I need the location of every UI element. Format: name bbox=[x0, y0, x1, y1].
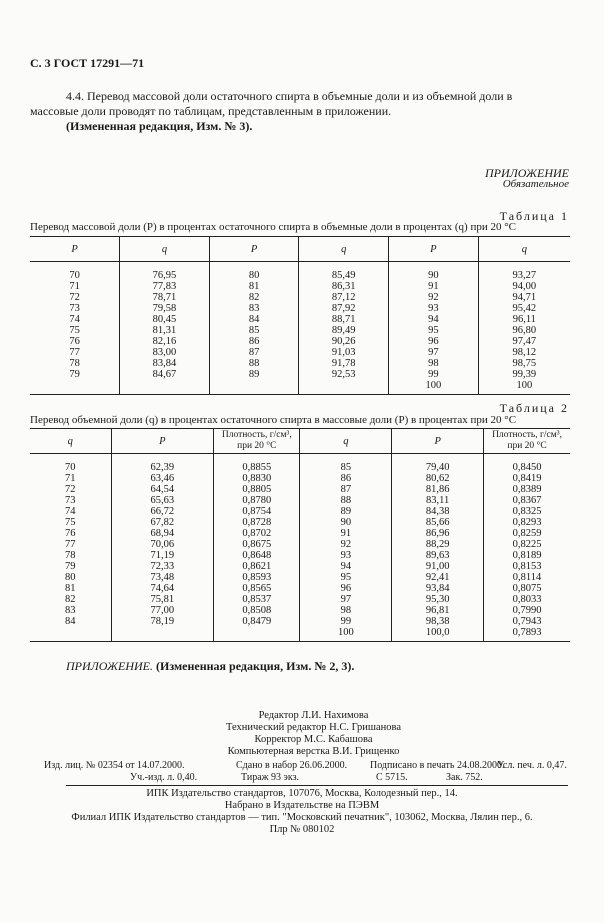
table2-header-4: P bbox=[392, 429, 484, 454]
table-cell: 0,8830 bbox=[214, 473, 300, 484]
table-cell: 73 bbox=[65, 495, 76, 506]
table2-header-0: q bbox=[30, 429, 111, 454]
table-cell: 71,19 bbox=[111, 550, 214, 561]
table-cell: 0,7990 bbox=[484, 605, 570, 616]
table-cell: 0,8189 bbox=[484, 550, 570, 561]
table-row bbox=[30, 572, 570, 583]
table-cell: 81,86 bbox=[392, 484, 484, 495]
table-cell: 91,78 bbox=[299, 358, 389, 369]
table-cell: 87 bbox=[300, 484, 392, 495]
table-cell: 0,8325 bbox=[484, 506, 570, 517]
table-cell: 81,31 bbox=[120, 325, 210, 336]
table-cell: 94,71 bbox=[478, 292, 570, 303]
table-row bbox=[30, 325, 570, 336]
table-cell: 98 bbox=[389, 358, 479, 369]
table-cell: 0,8075 bbox=[484, 583, 570, 594]
table-cell: 93 bbox=[389, 303, 479, 314]
table-row bbox=[30, 347, 570, 358]
table-cell: 77 bbox=[65, 539, 76, 550]
table-cell: 70 bbox=[65, 462, 76, 473]
table-cell: 92,41 bbox=[392, 572, 484, 583]
table-cell: 79 bbox=[65, 561, 76, 572]
table-cell: 91 bbox=[389, 281, 479, 292]
table-cell: 0,8367 bbox=[484, 495, 570, 506]
table-cell: 0,7943 bbox=[484, 616, 570, 627]
table-cell: 88,71 bbox=[299, 314, 389, 325]
table1-label: Таблица 1 bbox=[499, 209, 569, 223]
pub-signed: Подписано в печать 24.08.2000. bbox=[370, 760, 505, 771]
table-row bbox=[30, 627, 570, 642]
table-cell: 70,06 bbox=[111, 539, 214, 550]
table2-header-1: P bbox=[111, 429, 214, 454]
table-cell: 90 bbox=[389, 262, 479, 282]
table-cell: 98,38 bbox=[392, 616, 484, 627]
table-cell: 93,84 bbox=[392, 583, 484, 594]
table-cell: 84 bbox=[65, 616, 76, 627]
table-row bbox=[30, 281, 570, 292]
table-cell: 79,58 bbox=[120, 303, 210, 314]
table-row bbox=[30, 262, 570, 282]
table-cell bbox=[111, 627, 214, 642]
table-cell: 76,95 bbox=[120, 262, 210, 282]
table-cell: 79,40 bbox=[392, 454, 484, 474]
table-cell: 0,8293 bbox=[484, 517, 570, 528]
table-cell: 86,96 bbox=[392, 528, 484, 539]
table-cell: 0,8479 bbox=[214, 616, 300, 627]
table-cell: 0,7893 bbox=[484, 627, 570, 642]
table-cell: 100 bbox=[478, 380, 570, 395]
table-row bbox=[30, 550, 570, 561]
table-cell: 75 bbox=[69, 325, 80, 336]
table-cell: 97 bbox=[300, 594, 392, 605]
table-cell: 78,19 bbox=[111, 616, 214, 627]
table-cell: 90 bbox=[300, 517, 392, 528]
table-cell: 91,03 bbox=[299, 347, 389, 358]
table-cell: 0,8450 bbox=[484, 454, 570, 474]
table-cell: 88 bbox=[209, 358, 299, 369]
table2-caption: Перевод объемной доли (q) в процентах остаточного спирта в массовые доли (P) в процентах при 20 °С bbox=[30, 414, 517, 426]
table-cell: 84,67 bbox=[120, 369, 210, 380]
table-cell: 82 bbox=[65, 594, 76, 605]
table-cell: 100,0 bbox=[392, 627, 484, 642]
pub-code: С 5715. bbox=[376, 772, 408, 783]
imprint-line-4: Плр № 080102 bbox=[269, 824, 335, 835]
table-cell: 0,8153 bbox=[484, 561, 570, 572]
table-cell: 92,53 bbox=[299, 369, 389, 380]
table-cell: 90,26 bbox=[299, 336, 389, 347]
table-row bbox=[30, 369, 570, 380]
table-cell: 66,72 bbox=[111, 506, 214, 517]
table2 bbox=[30, 428, 570, 642]
table-cell: 74 bbox=[69, 314, 80, 325]
table-cell: 87 bbox=[209, 347, 299, 358]
table-cell: 76 bbox=[69, 336, 80, 347]
pub-license: Изд. лиц. № 02354 от 14.07.2000. bbox=[44, 760, 185, 771]
table-cell: 72 bbox=[69, 292, 80, 303]
edit-note: (Измененная редакция, Изм. № 3). bbox=[66, 119, 253, 133]
table-cell: 0,8389 bbox=[484, 484, 570, 495]
table-cell: 94 bbox=[300, 561, 392, 572]
table-cell: 94 bbox=[389, 314, 479, 325]
table-cell: 81 bbox=[209, 281, 299, 292]
table-cell: 100 bbox=[389, 380, 479, 395]
imprint-line-3: Филиал ИПК Издательство стандартов — тип. "Московский печатник", 103062, Москва, Лялин пер., 6. bbox=[71, 812, 533, 823]
table-cell: 0,8259 bbox=[484, 528, 570, 539]
table-row bbox=[30, 303, 570, 314]
table-cell: 85 bbox=[300, 454, 392, 474]
table-cell: 95,42 bbox=[478, 303, 570, 314]
table-cell: 0,8805 bbox=[214, 484, 300, 495]
table-row bbox=[30, 517, 570, 528]
table-row bbox=[30, 336, 570, 347]
table-cell: 92 bbox=[389, 292, 479, 303]
table-cell: 82 bbox=[209, 292, 299, 303]
table-cell: 77 bbox=[69, 347, 80, 358]
table-cell: 98,12 bbox=[478, 347, 570, 358]
table-cell: 99 bbox=[300, 616, 392, 627]
table-row bbox=[30, 292, 570, 303]
table-cell: 70 bbox=[69, 270, 80, 281]
imprint bbox=[0, 788, 604, 836]
pub-print-sheets: Усл. печ. л. 0,47. bbox=[497, 760, 567, 771]
table-cell: 67,82 bbox=[111, 517, 214, 528]
table-cell: 0,8033 bbox=[484, 594, 570, 605]
table-cell: 85,49 bbox=[299, 262, 389, 282]
credits bbox=[226, 710, 401, 758]
credit-corrector: Корректор М.С. Кабашова bbox=[254, 734, 373, 745]
table-cell: 89,49 bbox=[299, 325, 389, 336]
table-cell: 74,64 bbox=[111, 583, 214, 594]
table-cell: 85,66 bbox=[392, 517, 484, 528]
table-row bbox=[30, 539, 570, 550]
table1-header-2: P bbox=[209, 237, 299, 262]
pub-sent: Сдано в набор 26.06.2000. bbox=[236, 760, 348, 771]
appendix-edit-title: ПРИЛОЖЕНИЕ. bbox=[66, 659, 153, 673]
imprint-line-2: Набрано в Издательстве на ПЭВМ bbox=[224, 800, 380, 811]
table2-header-3: q bbox=[300, 429, 392, 454]
table-cell bbox=[120, 380, 210, 395]
table-cell bbox=[209, 380, 299, 395]
table-row bbox=[30, 594, 570, 605]
table-cell: 80,62 bbox=[392, 473, 484, 484]
table-row bbox=[30, 561, 570, 572]
paragraph-line-2: массовые доли проводят по таблицам, представленным в приложении. bbox=[30, 104, 392, 118]
table2-header-2: Плотность, г/см³, при 20 °С bbox=[214, 429, 300, 454]
table-cell: 0,8419 bbox=[484, 473, 570, 484]
table-cell: 83 bbox=[65, 605, 76, 616]
table1-caption: Перевод массовой доли (P) в процентах остаточного спирта в объемные доли в процентах (q) при 20 °С bbox=[30, 221, 516, 233]
table-cell: 0,8702 bbox=[214, 528, 300, 539]
table-row bbox=[30, 605, 570, 616]
table-cell: 0,8593 bbox=[214, 572, 300, 583]
table-cell: 86,31 bbox=[299, 281, 389, 292]
paragraph-line-1: 4.4. Перевод массовой доли остаточного спирта в объемные доли и из объемной доли в bbox=[66, 89, 513, 103]
table-cell: 0,8675 bbox=[214, 539, 300, 550]
table-cell: 96 bbox=[389, 336, 479, 347]
table-row bbox=[30, 528, 570, 539]
appendix-title: ПРИЛОЖЕНИЕ bbox=[485, 166, 569, 180]
pub-pub-sheets: Уч.-изд. л. 0,40. bbox=[130, 772, 198, 783]
table-cell: 71 bbox=[69, 281, 80, 292]
table-cell: 78,71 bbox=[120, 292, 210, 303]
table-cell bbox=[30, 380, 120, 395]
table-cell: 93,27 bbox=[478, 262, 570, 282]
table-cell: 82,16 bbox=[120, 336, 210, 347]
table-cell: 89 bbox=[300, 506, 392, 517]
table-cell: 0,8621 bbox=[214, 561, 300, 572]
table-cell: 84 bbox=[209, 314, 299, 325]
table-cell: 71 bbox=[65, 473, 76, 484]
table-cell: 96,81 bbox=[392, 605, 484, 616]
table-cell: 87,92 bbox=[299, 303, 389, 314]
table-cell: 73,48 bbox=[111, 572, 214, 583]
table-cell: 0,8754 bbox=[214, 506, 300, 517]
table-cell: 80,45 bbox=[120, 314, 210, 325]
table-cell: 62,39 bbox=[111, 454, 214, 474]
table-cell bbox=[214, 627, 300, 642]
table1-header-4: P bbox=[389, 237, 479, 262]
table1-header-1: q bbox=[120, 237, 210, 262]
table-row bbox=[30, 484, 570, 495]
table-cell: 96 bbox=[300, 583, 392, 594]
table-cell: 88,29 bbox=[392, 539, 484, 550]
table-row bbox=[30, 583, 570, 594]
table-cell: 96,80 bbox=[478, 325, 570, 336]
table-cell: 80 bbox=[65, 572, 76, 583]
table-cell: 0,8537 bbox=[214, 594, 300, 605]
table-cell: 68,94 bbox=[111, 528, 214, 539]
table-cell: 99,39 bbox=[478, 369, 570, 380]
pub-order: Зак. 752. bbox=[446, 772, 483, 783]
table1-header-3: q bbox=[299, 237, 389, 262]
table-cell: 98 bbox=[300, 605, 392, 616]
table1-header-0: P bbox=[30, 237, 120, 262]
table-cell: 64,54 bbox=[111, 484, 214, 495]
table-cell bbox=[299, 380, 389, 395]
table-row bbox=[30, 473, 570, 484]
credit-editor: Редактор Л.И. Нахимова bbox=[258, 710, 369, 721]
table-cell: 72,33 bbox=[111, 561, 214, 572]
appendix-edit-note bbox=[66, 659, 354, 674]
table-cell: 99 bbox=[389, 369, 479, 380]
table-cell: 91 bbox=[300, 528, 392, 539]
table-cell: 80 bbox=[209, 262, 299, 282]
table2-header-5: Плотность, г/см³, при 20 °С bbox=[484, 429, 570, 454]
credit-layout: Компьютерная верстка В.И. Грищенко bbox=[227, 746, 400, 757]
table-cell: 76 bbox=[65, 528, 76, 539]
table1 bbox=[30, 236, 570, 395]
table-cell: 95,30 bbox=[392, 594, 484, 605]
table-cell: 75,81 bbox=[111, 594, 214, 605]
table-cell: 83,84 bbox=[120, 358, 210, 369]
table-cell: 83,00 bbox=[120, 347, 210, 358]
divider bbox=[66, 785, 568, 786]
credit-tech-editor: Технический редактор Н.С. Гришанова bbox=[226, 722, 401, 733]
table-cell: 0,8114 bbox=[484, 572, 570, 583]
table-cell: 97 bbox=[389, 347, 479, 358]
table-cell: 92 bbox=[300, 539, 392, 550]
table-cell: 74 bbox=[65, 506, 76, 517]
table-cell: 83 bbox=[209, 303, 299, 314]
table-cell: 0,8648 bbox=[214, 550, 300, 561]
table-cell: 94,00 bbox=[478, 281, 570, 292]
table-cell: 87,12 bbox=[299, 292, 389, 303]
table-row bbox=[30, 454, 570, 474]
table-cell: 72 bbox=[65, 484, 76, 495]
table-cell: 65,63 bbox=[111, 495, 214, 506]
table-row bbox=[30, 616, 570, 627]
table-cell: 86 bbox=[209, 336, 299, 347]
table-cell: 0,8225 bbox=[484, 539, 570, 550]
table-cell: 100 bbox=[300, 627, 392, 642]
pub-run: Тираж 93 экз. bbox=[241, 772, 300, 783]
table-cell: 77,00 bbox=[111, 605, 214, 616]
table-cell: 63,46 bbox=[111, 473, 214, 484]
imprint-line-1: ИПК Издательство стандартов, 107076, Москва, Колодезный пер., 14. bbox=[146, 788, 458, 799]
table-cell: 97,47 bbox=[478, 336, 570, 347]
table-cell: 78 bbox=[65, 550, 76, 561]
table-cell bbox=[30, 627, 111, 642]
table-cell: 73 bbox=[69, 303, 80, 314]
table-row bbox=[30, 358, 570, 369]
table-cell: 95 bbox=[300, 572, 392, 583]
table-cell: 95 bbox=[389, 325, 479, 336]
table-cell: 0,8565 bbox=[214, 583, 300, 594]
table-cell: 83,11 bbox=[392, 495, 484, 506]
table-cell: 93 bbox=[300, 550, 392, 561]
table-cell: 81 bbox=[65, 583, 76, 594]
table-cell: 96,11 bbox=[478, 314, 570, 325]
table-cell: 98,75 bbox=[478, 358, 570, 369]
table-cell: 75 bbox=[65, 517, 76, 528]
table-cell: 88 bbox=[300, 495, 392, 506]
table-cell: 77,83 bbox=[120, 281, 210, 292]
table-cell: 0,8780 bbox=[214, 495, 300, 506]
table-cell: 0,8508 bbox=[214, 605, 300, 616]
appendix-edit-text: (Измененная редакция, Изм. № 2, 3). bbox=[155, 659, 355, 673]
appendix-subtitle: Обязательное bbox=[502, 178, 569, 190]
table-cell: 91,00 bbox=[392, 561, 484, 572]
table-cell: 79 bbox=[69, 369, 80, 380]
table-row bbox=[30, 495, 570, 506]
table-cell: 78 bbox=[69, 358, 80, 369]
table1-header-5: q bbox=[478, 237, 570, 262]
table-row bbox=[30, 380, 570, 395]
table-row bbox=[30, 314, 570, 325]
table-cell: 0,8855 bbox=[214, 454, 300, 474]
table-cell: 85 bbox=[209, 325, 299, 336]
table-row bbox=[30, 506, 570, 517]
table2-label: Таблица 2 bbox=[499, 401, 569, 415]
table-cell: 89,63 bbox=[392, 550, 484, 561]
table-cell: 0,8728 bbox=[214, 517, 300, 528]
table-cell: 89 bbox=[209, 369, 299, 380]
table-cell: 86 bbox=[300, 473, 392, 484]
page-header: С. 3 ГОСТ 17291—71 bbox=[30, 56, 145, 70]
table-cell: 84,38 bbox=[392, 506, 484, 517]
